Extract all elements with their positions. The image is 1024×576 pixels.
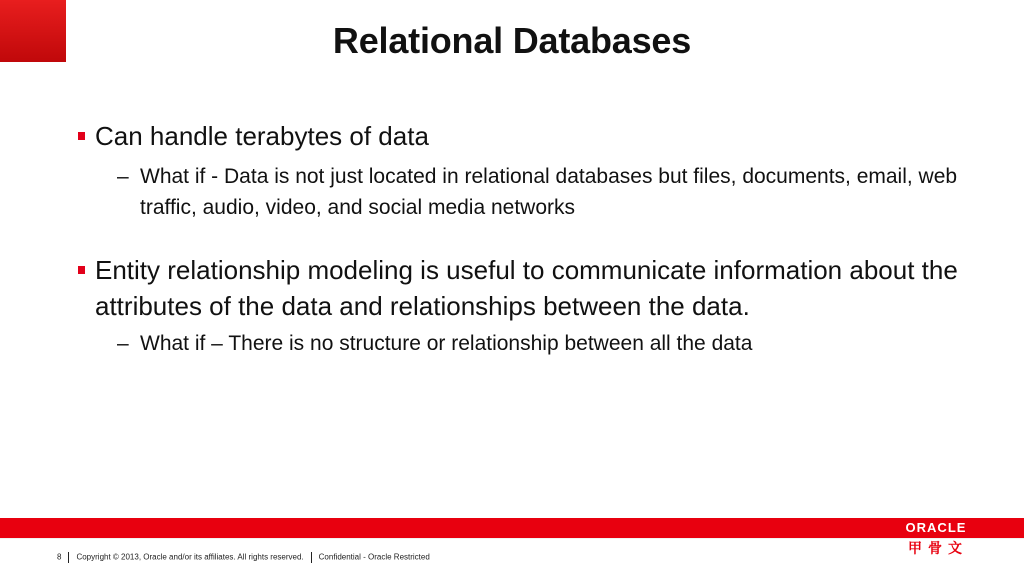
oracle-chinese-logo-text: 甲骨文 xyxy=(908,541,968,557)
page-number: 8 xyxy=(57,552,62,562)
slide-title: Relational Databases xyxy=(332,20,692,61)
slide-body xyxy=(78,118,1008,359)
oracle-logo-text: ORACLE xyxy=(905,520,967,535)
sub-bullet-item xyxy=(78,328,1008,359)
copyright-text: Copyright © 2013, Oracle and/or its affiliates. All rights reserved. xyxy=(76,552,304,562)
footer-separator xyxy=(68,552,69,563)
bullet-text: Entity relationship modeling is useful to communicate information about the attributes of the data and relationships between the data. xyxy=(95,255,958,321)
footer-divider xyxy=(0,538,1024,539)
square-bullet-icon xyxy=(78,132,85,140)
sub-bullet-text: What if – There is no structure or relationship between all the data xyxy=(140,332,753,355)
sub-bullet-text: What if - Data is not just located in relational databases but files, documents, email, web traffic, audio, video, and social media networks xyxy=(140,165,958,219)
dash-bullet-icon: – xyxy=(117,165,129,188)
sub-bullet-item xyxy=(78,161,1008,223)
square-bullet-icon xyxy=(78,266,85,274)
bullet-item xyxy=(78,118,1008,154)
bullet-text: Can handle terabytes of data xyxy=(95,121,429,151)
dash-bullet-icon: – xyxy=(117,332,129,355)
bullet-item xyxy=(78,252,1008,324)
footer-legal xyxy=(57,552,430,563)
footer-separator xyxy=(311,552,312,563)
oracle-logo xyxy=(896,520,976,558)
footer-red-band xyxy=(0,518,1024,538)
classification-text: Confidential - Oracle Restricted xyxy=(318,552,430,562)
